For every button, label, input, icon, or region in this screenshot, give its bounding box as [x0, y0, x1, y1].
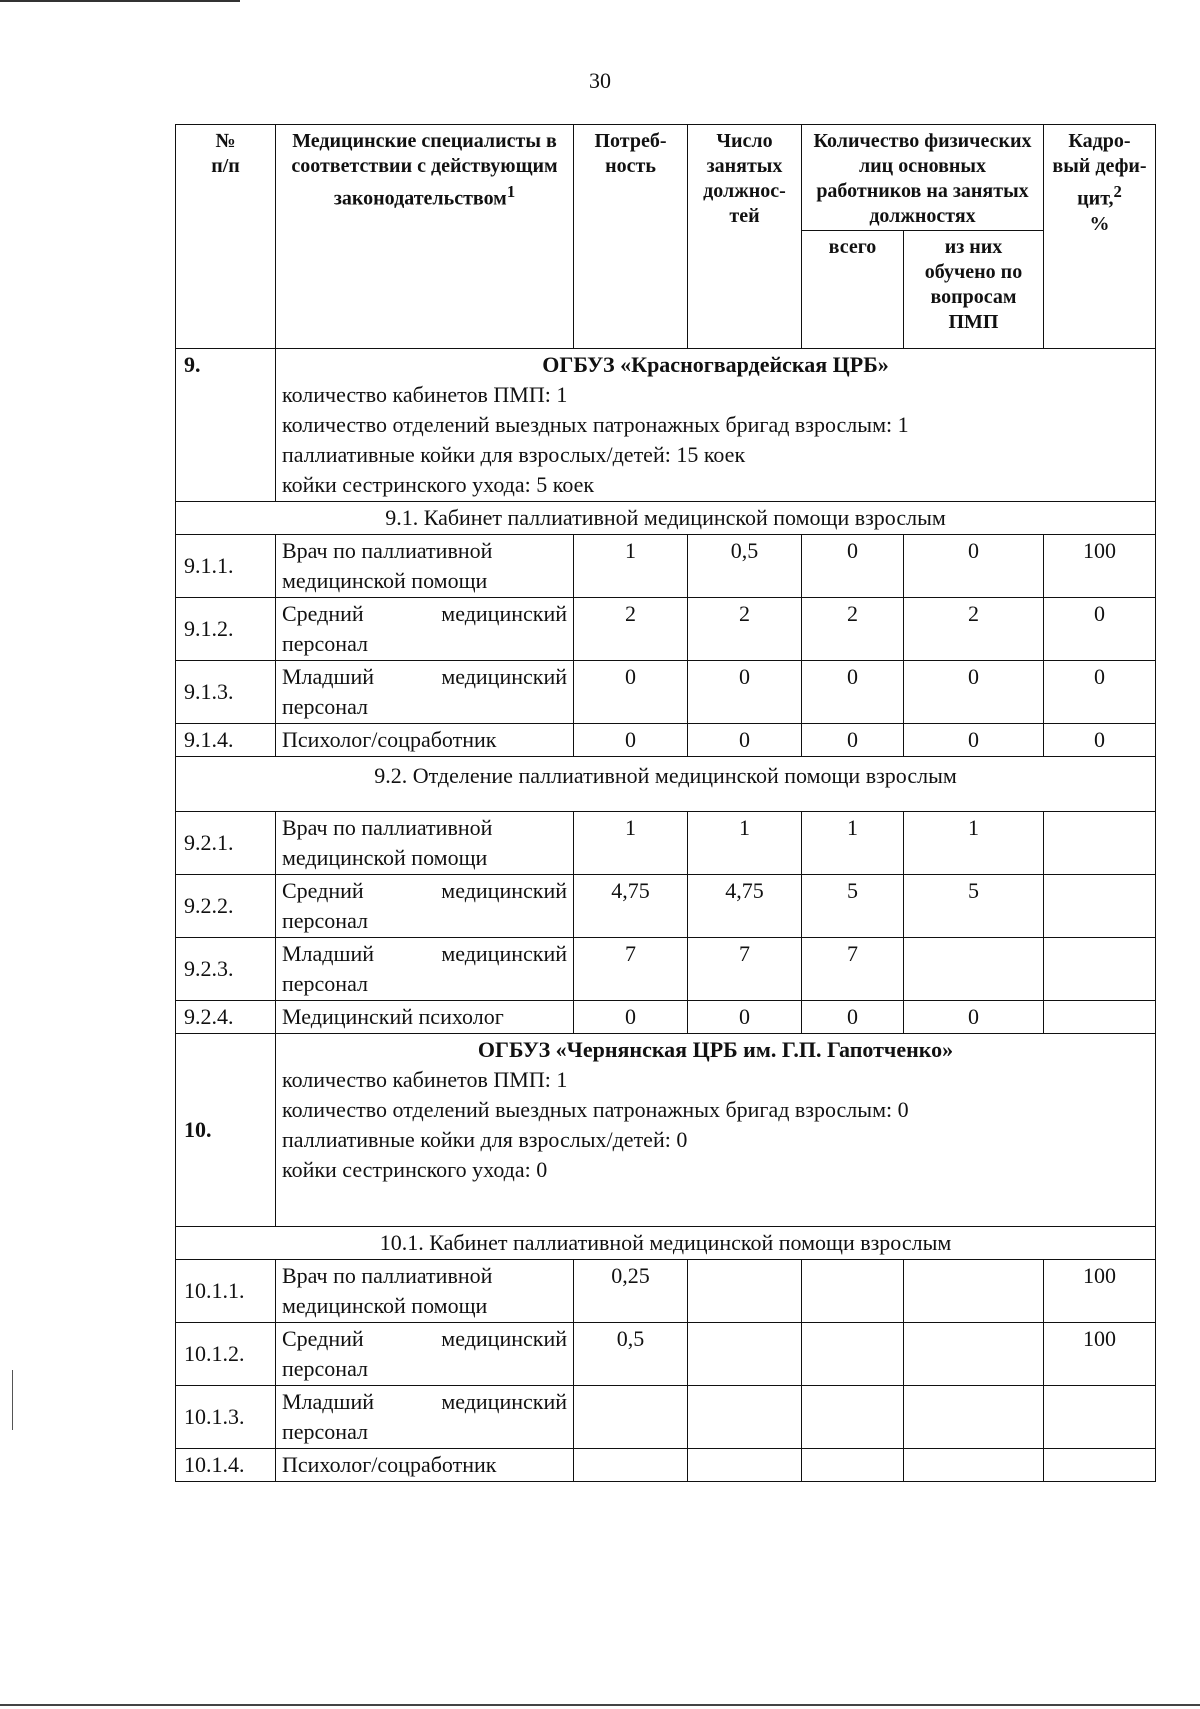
- row-specialist: Психолог/соцработник: [276, 1449, 574, 1482]
- header-deficit: Кадро-вый дефи-цит,$^2$ %: [1044, 125, 1156, 349]
- row-positions: 2: [688, 598, 802, 661]
- row-total: 0: [802, 661, 904, 724]
- row-trained: 1: [904, 812, 1044, 875]
- row-deficit: [1044, 1001, 1156, 1034]
- row-number: 9.1.4.: [176, 724, 276, 757]
- row-trained: [904, 1323, 1044, 1386]
- row-trained: 0: [904, 724, 1044, 757]
- section-title: 9.1. Кабинет паллиативной медицинской помощи взрослым: [176, 502, 1156, 535]
- row-trained: 2: [904, 598, 1044, 661]
- page-number: 30: [589, 68, 611, 93]
- row-total: [802, 1260, 904, 1323]
- org-title: ОГБУЗ «Чернянская ЦРБ им. Г.П. Гапотченко»: [477, 1037, 954, 1062]
- row-trained: 0: [904, 661, 1044, 724]
- row-total: 0: [802, 535, 904, 598]
- header-total: всего: [802, 231, 904, 349]
- row-specialist: Врач по паллиативной медицинской помощи: [276, 535, 574, 598]
- section-row: [176, 1227, 1156, 1260]
- row-specialist: Медицинский психолог: [276, 1001, 574, 1034]
- row-need: 0: [574, 661, 688, 724]
- row-number: 10.1.3.: [176, 1386, 276, 1449]
- row-specialist: Средний медицинский персонал: [276, 1323, 574, 1386]
- row-positions: 0,5: [688, 535, 802, 598]
- row-number: 10.1.1.: [176, 1260, 276, 1323]
- row-number: 9.2.3.: [176, 938, 276, 1001]
- row-total: 1: [802, 812, 904, 875]
- org-info-line: количество кабинетов ПМП: 1: [282, 1067, 568, 1092]
- table-row: [176, 1260, 1156, 1323]
- table-row: [176, 535, 1156, 598]
- row-positions: [688, 1386, 802, 1449]
- row-deficit: 100: [1044, 535, 1156, 598]
- row-specialist: Психолог/соцработник: [276, 724, 574, 757]
- scan-margin-mark: [12, 1370, 13, 1430]
- row-need: 0: [574, 1001, 688, 1034]
- org-row-9: [176, 349, 1156, 502]
- row-positions: 1: [688, 812, 802, 875]
- row-specialist: Врач по паллиативной медицинской помощи: [276, 1260, 574, 1323]
- row-need: 0,5: [574, 1323, 688, 1386]
- header-trained: из них обучено по вопросам ПМП: [904, 231, 1044, 349]
- row-number: 9.1.3.: [176, 661, 276, 724]
- org-number: 9.: [176, 349, 276, 502]
- row-deficit: 0: [1044, 598, 1156, 661]
- org-info-line: койки сестринского ухода: 5 коек: [282, 472, 595, 497]
- section-row: [176, 757, 1156, 812]
- row-specialist: Средний медицинский персонал: [276, 598, 574, 661]
- row-positions: 0: [688, 724, 802, 757]
- row-total: 5: [802, 875, 904, 938]
- table-header-row: [176, 125, 1156, 231]
- row-deficit: [1044, 938, 1156, 1001]
- row-positions: 7: [688, 938, 802, 1001]
- table-row: [176, 938, 1156, 1001]
- row-deficit: 100: [1044, 1323, 1156, 1386]
- section-title: 10.1. Кабинет паллиативной медицинской помощи взрослым: [176, 1227, 1156, 1260]
- org-title: ОГБУЗ «Красногвардейская ЦРБ»: [542, 352, 889, 377]
- row-deficit: [1044, 875, 1156, 938]
- table-row: [176, 812, 1156, 875]
- header-need: Потреб-ность: [574, 125, 688, 349]
- org-info-line: паллиативные койки для взрослых/детей: 15 коек: [282, 442, 746, 467]
- row-specialist: Средний медицинский персонал: [276, 875, 574, 938]
- table-row: [176, 1323, 1156, 1386]
- row-positions: 0: [688, 1001, 802, 1034]
- row-total: [802, 1386, 904, 1449]
- row-need: 0,25: [574, 1260, 688, 1323]
- row-trained: [904, 1260, 1044, 1323]
- row-need: 1: [574, 812, 688, 875]
- org-info-line: количество отделений выездных патронажных бригад взрослым: 0: [282, 1097, 909, 1122]
- row-number: 9.1.2.: [176, 598, 276, 661]
- row-total: 2: [802, 598, 904, 661]
- row-deficit: [1044, 1449, 1156, 1482]
- header-count: Количество физических лиц основных работников на занятых должностях: [802, 125, 1044, 231]
- row-specialist: Младший медицинский персонал: [276, 661, 574, 724]
- row-trained: 5: [904, 875, 1044, 938]
- table-row: [176, 875, 1156, 938]
- row-positions: [688, 1260, 802, 1323]
- row-number: 9.2.4.: [176, 1001, 276, 1034]
- row-positions: [688, 1323, 802, 1386]
- row-need: 2: [574, 598, 688, 661]
- org-number: 10.: [176, 1034, 276, 1227]
- table-row: [176, 598, 1156, 661]
- row-need: 4,75: [574, 875, 688, 938]
- table-row: [176, 1386, 1156, 1449]
- row-total: [802, 1323, 904, 1386]
- row-need: [574, 1386, 688, 1449]
- section-title: 9.2. Отделение паллиативной медицинской помощи взрослым: [176, 757, 1156, 812]
- row-number: 9.1.1.: [176, 535, 276, 598]
- row-positions: 4,75: [688, 875, 802, 938]
- org-info-line: койки сестринского ухода: 0: [282, 1157, 548, 1182]
- row-total: 7: [802, 938, 904, 1001]
- table-row: [176, 1449, 1156, 1482]
- scan-bottom-line: [0, 1704, 1200, 1706]
- staffing-table: [175, 124, 1156, 1482]
- row-need: [574, 1449, 688, 1482]
- row-number: 9.2.2.: [176, 875, 276, 938]
- table-row: [176, 661, 1156, 724]
- scan-top-line: [0, 0, 240, 2]
- row-deficit: 0: [1044, 661, 1156, 724]
- row-trained: [904, 1449, 1044, 1482]
- org-info-line: паллиативные койки для взрослых/детей: 0: [282, 1127, 688, 1152]
- row-number: 10.1.4.: [176, 1449, 276, 1482]
- row-need: 1: [574, 535, 688, 598]
- row-deficit: 100: [1044, 1260, 1156, 1323]
- row-trained: 0: [904, 535, 1044, 598]
- header-specialists: Медицинские специалисты в соответствии с действующим законодательством$^1$: [276, 125, 574, 349]
- header-number: № п/п: [176, 125, 276, 349]
- org-info-line: количество отделений выездных патронажных бригад взрослым: 1: [282, 412, 909, 437]
- org-info: [276, 1034, 1156, 1227]
- row-specialist: Младший медицинский персонал: [276, 1386, 574, 1449]
- table-row: [176, 724, 1156, 757]
- row-total: 0: [802, 1001, 904, 1034]
- row-positions: [688, 1449, 802, 1482]
- row-positions: 0: [688, 661, 802, 724]
- row-trained: [904, 938, 1044, 1001]
- row-number: 10.1.2.: [176, 1323, 276, 1386]
- row-specialist: Врач по паллиативной медицинской помощи: [276, 812, 574, 875]
- row-specialist: Младший медицинский персонал: [276, 938, 574, 1001]
- row-total: [802, 1449, 904, 1482]
- row-deficit: [1044, 812, 1156, 875]
- row-deficit: 0: [1044, 724, 1156, 757]
- table-row: [176, 1001, 1156, 1034]
- header-positions: Число занятых должнос-тей: [688, 125, 802, 349]
- row-trained: [904, 1386, 1044, 1449]
- row-total: 0: [802, 724, 904, 757]
- org-row-10: [176, 1034, 1156, 1227]
- org-info: [276, 349, 1156, 502]
- row-number: 9.2.1.: [176, 812, 276, 875]
- row-trained: 0: [904, 1001, 1044, 1034]
- section-row: [176, 502, 1156, 535]
- row-need: 7: [574, 938, 688, 1001]
- row-deficit: [1044, 1386, 1156, 1449]
- org-info-line: количество кабинетов ПМП: 1: [282, 382, 568, 407]
- row-need: 0: [574, 724, 688, 757]
